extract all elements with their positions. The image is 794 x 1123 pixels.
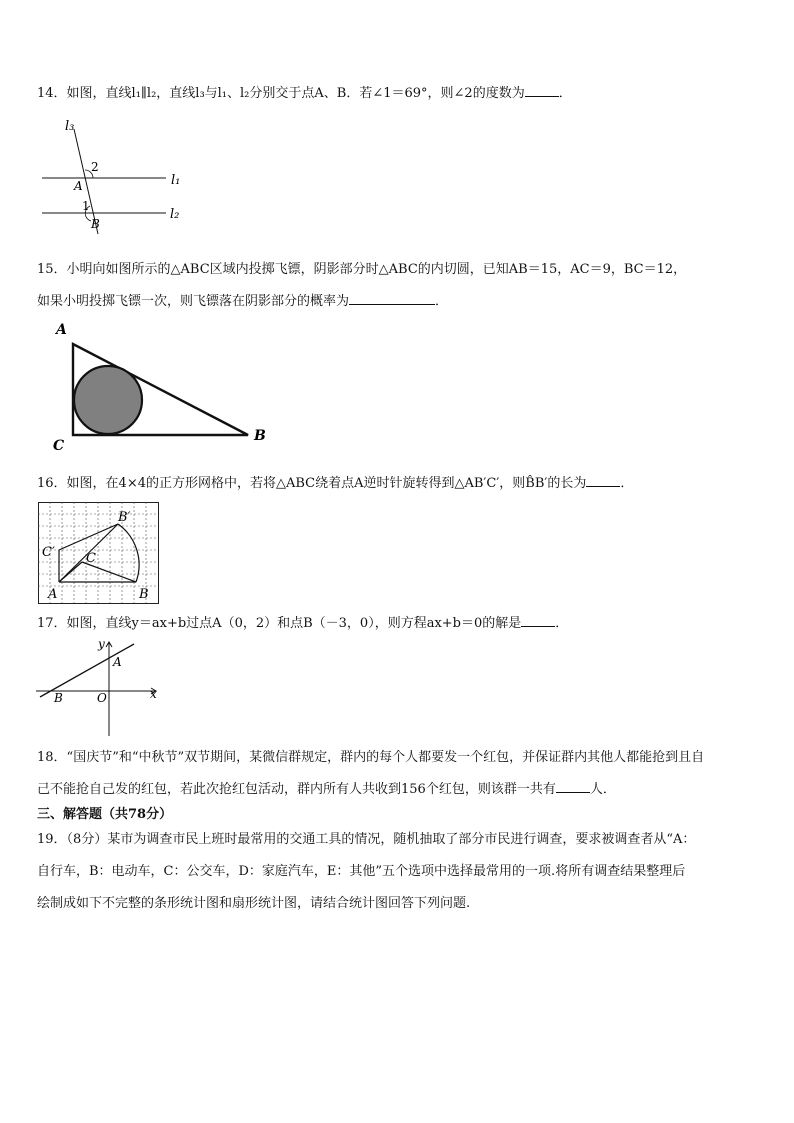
question-15-end: ．	[435, 294, 449, 309]
label-angle-1: 1	[82, 199, 90, 213]
question-18-end: 人．	[589, 782, 616, 797]
label-a: A	[113, 655, 122, 669]
label-c: C	[53, 438, 65, 454]
answer-blank-16[interactable]	[586, 472, 620, 487]
section-3-heading: 三、解答题（共78分）	[37, 807, 173, 822]
label-l3: l₃	[65, 119, 75, 134]
label-angle-2: 2	[91, 160, 99, 174]
label-point-b: B	[91, 217, 100, 231]
question-15-line-1	[37, 260, 686, 280]
question-15-text-2: 如果小明投掷飞镖一次，则飞镖落在阴影部分的概率为	[37, 294, 350, 309]
question-18-line-1	[37, 748, 704, 768]
question-14-text: 14．如图，直线l₁∥l₂，直线l₃与l₁、l₂分别交于点A、B．若∠1＝69°，则∠2的度数为	[37, 86, 525, 101]
question-16	[37, 472, 633, 494]
figure-15-triangle	[48, 320, 278, 455]
label-b: B	[54, 691, 63, 705]
figure-14-parallel-lines	[36, 114, 196, 234]
question-19-text-2: 自行车，B：电动车，C：公交车，D：家庭汽车，E：其他”五个选项中选择最常用的一项.将所有调查结果整理后	[37, 864, 686, 879]
answer-blank-17[interactable]	[521, 612, 555, 627]
figure-17-coordinate	[36, 636, 166, 740]
label-l2: l₂	[170, 207, 180, 222]
inscribed-circle	[74, 366, 142, 434]
answer-blank-15[interactable]	[349, 290, 435, 305]
label-point-a: A	[74, 179, 83, 193]
question-18-line-2	[37, 778, 616, 800]
question-14-end: ．	[558, 86, 572, 101]
label-x: x	[150, 687, 157, 701]
question-16-end: ．	[620, 476, 634, 491]
question-15-text-1: 15．小明向如图所示的△ABC区域内投掷飞镖，阴影部分时△ABC的内切圆，已知AB＝15，AC＝9，BC＝12，	[37, 262, 687, 277]
question-19-text-1: 19．（8分）某市为调查市民上班时最常用的交通工具的情况，随机抽取了部分市民进行调查，要求被调查者从“A：	[37, 832, 696, 847]
label-o: O	[97, 691, 107, 705]
label-a: A	[56, 322, 67, 338]
question-14	[37, 82, 572, 104]
question-15-line-2	[37, 290, 448, 312]
label-y: y	[98, 637, 105, 651]
label-l1: l₁	[171, 173, 181, 188]
label-c-prime: C′	[42, 545, 55, 560]
answer-blank-14[interactable]	[525, 82, 559, 97]
figure-16-grid	[38, 502, 162, 606]
question-17-end: ．	[555, 616, 569, 631]
question-19-line-2	[37, 862, 685, 882]
label-b-prime: B′	[118, 510, 131, 525]
label-b: B	[139, 587, 149, 602]
label-a: A	[48, 587, 58, 602]
question-17-text: 17．如图，直线y＝ax+b过点A（0，2）和点B（－3，0），则方程ax+b＝0的解是	[37, 616, 522, 631]
question-16-text: 16．如图，在4×4的正方形网格中，若将△ABC绕着点A逆时针旋转得到△AB′C′，则B̂B′的长为	[37, 476, 587, 491]
question-19-line-3	[37, 894, 470, 914]
question-19-line-1	[37, 830, 695, 850]
question-19-text-3: 绘制成如下不完整的条形统计图和扇形统计图，请结合统计图回答下列问题.	[37, 896, 471, 911]
answer-blank-18[interactable]	[556, 778, 590, 793]
question-18-text-1: 18．“国庆节”和“中秋节”双节期间，某微信群规定，群内的每个人都要发一个红包，并保证群内其他人都能抢到且自	[37, 750, 705, 765]
question-18-text-2: 己不能抢自己发的红包，若此次抢红包活动，群内所有人共收到156个红包，则该群一共有	[37, 782, 556, 797]
label-b: B	[254, 428, 266, 444]
question-17	[37, 612, 568, 634]
label-c: C	[86, 551, 96, 566]
